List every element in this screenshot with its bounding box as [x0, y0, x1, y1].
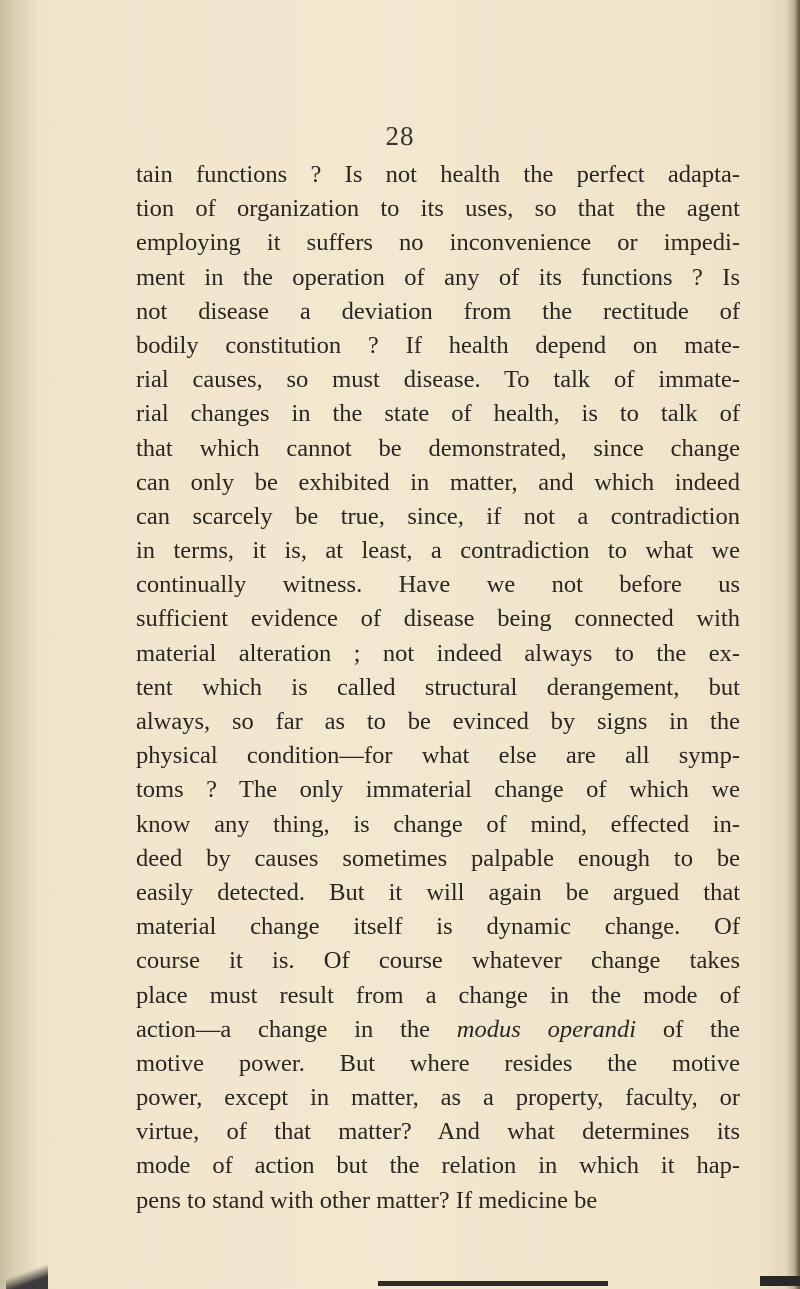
text-line: continually witness. Have we not before us: [136, 571, 740, 599]
text-line: can scarcely be true, since, if not a contradiction: [136, 502, 740, 530]
text-line: sufficient evidence of disease being connected with: [136, 605, 740, 633]
binding-gutter: [0, 0, 38, 1289]
text-line: in terms, it is, at least, a contradiction to what we: [136, 537, 740, 565]
text-segment: of the: [636, 1015, 740, 1043]
text-line: power, except in matter, as a property, faculty, or: [136, 1084, 740, 1112]
text-line: can only be exhibited in matter, and which indeed: [136, 468, 740, 496]
text-line: always, so far as to be evinced by signs in the: [136, 708, 740, 735]
text-line-italic: [136, 1013, 740, 1047]
text-line: rial changes in the state of health, is to talk of: [136, 400, 740, 428]
text-line: deed by causes sometimes palpable enough to be: [136, 844, 740, 872]
page-number: 28: [385, 121, 415, 151]
italic-phrase: modus operandi: [456, 1015, 637, 1043]
text-line: easily detected. But it will again be argued that: [136, 878, 740, 906]
text-line: toms ? The only immaterial change of which we: [136, 776, 740, 804]
body-text: [136, 158, 740, 1218]
text-line: tain functions ? Is not health the perfect adapta-: [136, 161, 740, 188]
page-edge: [786, 0, 800, 1289]
text-line: tion of organization to its uses, so that the agent: [136, 195, 740, 223]
text-line: mode of action but the relation in which it hap-: [136, 1152, 740, 1180]
text-line: place must result from a change in the mode of: [136, 981, 740, 1009]
text-line: material change itself is dynamic change. Of: [136, 913, 740, 941]
text-line: tent which is called structural derangement, but: [136, 673, 740, 701]
text-line: not disease a deviation from the rectitude of: [136, 297, 740, 325]
text-line: material alteration ; not indeed always to the ex-: [136, 639, 740, 667]
text-line: course it is. Of course whatever change takes: [136, 947, 740, 975]
text-line: that which cannot be demonstrated, since change: [136, 434, 740, 462]
text-line: ment in the operation of any of its functions ? Is: [136, 263, 740, 291]
corner-shadow: [6, 1262, 48, 1289]
text-line: bodily constitution ? If health depend on mate-: [136, 331, 740, 359]
text-line: virtue, of that matter? And what determines its: [136, 1118, 740, 1146]
bottom-right-edge-mark: [760, 1276, 800, 1286]
text-line: pens to stand with other matter? If medicine be: [136, 1186, 598, 1214]
bottom-edge-mark: [378, 1281, 608, 1286]
text-line: know any thing, is change of mind, effected in-: [136, 810, 740, 838]
text-line: physical condition—for what else are all symp-: [136, 742, 740, 770]
text-line: employing it suffers no inconvenience or impedi-: [136, 229, 740, 257]
text-segment: action—a change in the: [136, 1015, 457, 1043]
text-line: motive power. But where resides the motive: [136, 1049, 740, 1077]
text-line: rial causes, so must disease. To talk of immate-: [136, 366, 740, 394]
